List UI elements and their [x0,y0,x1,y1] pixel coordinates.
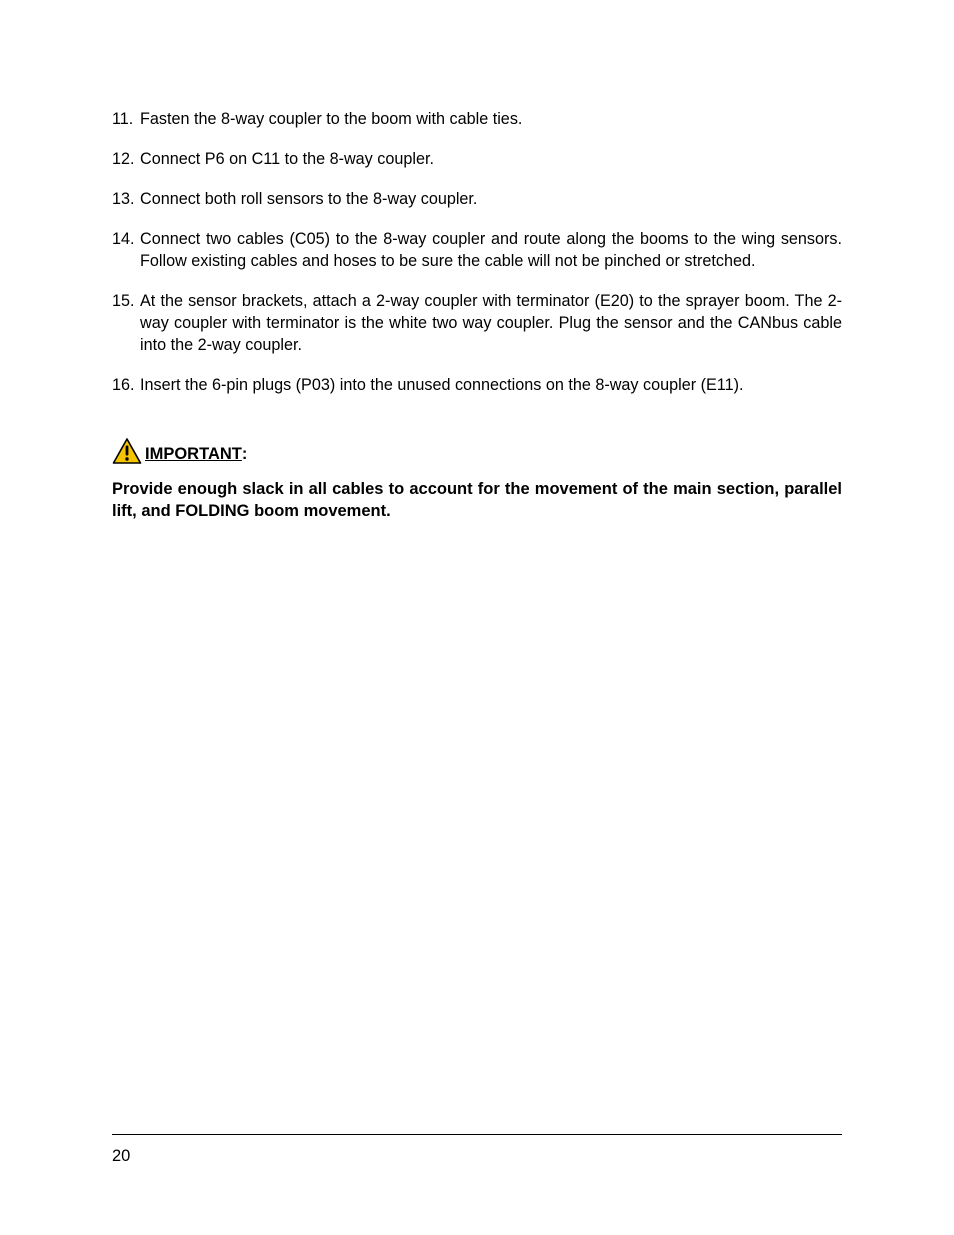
important-heading [112,437,247,465]
step-item [112,374,842,396]
step-text: Connect two cables (C05) to the 8-way coupler and route along the booms to the wing sensors. Follow existing cables and hoses to be sure the cable will not be pinched or stretched. [140,230,842,270]
step-item [112,290,842,356]
important-colon: : [241,445,248,463]
step-text: Insert the 6-pin plugs (P03) into the unused connections on the 8-way coupler (E11). [140,376,744,394]
important-body-text: Provide enough slack in all cables to account for the movement of the main section, parallel lift, and FOLDING boom movement. [112,480,842,520]
step-text: Fasten the 8-way coupler to the boom with cable ties. [140,110,523,128]
step-item [112,228,842,272]
step-number: 14. [112,230,135,248]
step-number: 13. [112,190,135,208]
warning-triangle-icon [112,437,142,465]
page-number: 20 [112,1147,131,1165]
step-number: 12. [112,150,135,168]
step-item [112,108,842,130]
step-text: Connect both roll sensors to the 8-way coupler. [140,190,478,208]
step-text: Connect P6 on C11 to the 8-way coupler. [140,150,434,168]
step-item [112,148,842,170]
step-number: 16. [112,376,135,394]
step-text: At the sensor brackets, attach a 2-way coupler with terminator (E20) to the sprayer boom. The 2-way coupler with terminator is the white two way coupler. Plug the sensor and the CANbus cable into the 2-way coupler. [140,292,842,354]
important-label: IMPORTANT [145,445,242,463]
step-item [112,188,842,210]
step-number: 15. [112,292,135,310]
footer-divider [112,1134,842,1135]
instruction-list [112,108,842,414]
step-number: 11. [112,110,134,128]
